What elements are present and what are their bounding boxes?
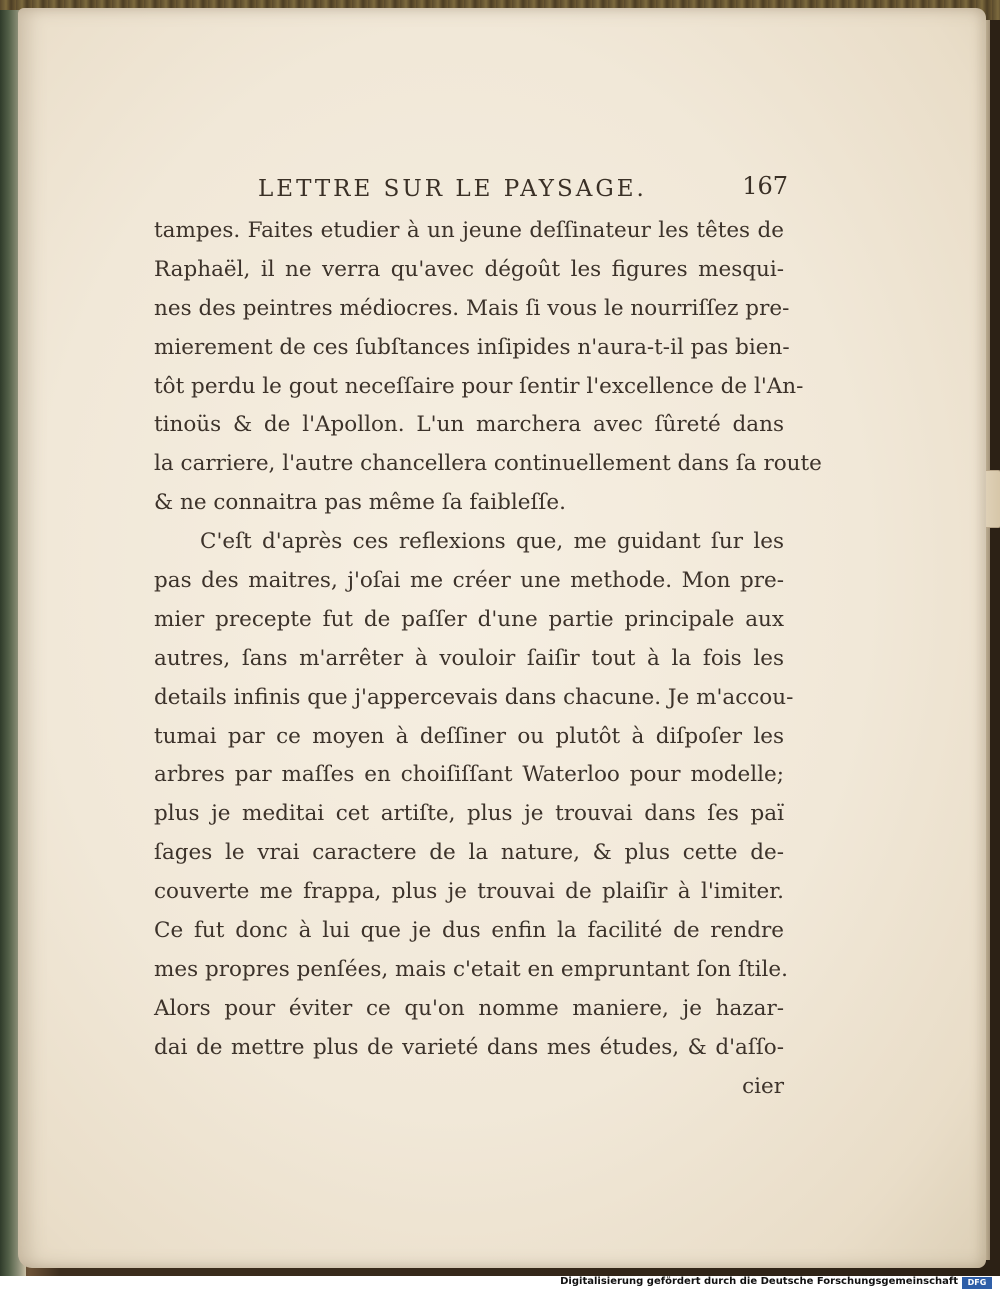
body-text: [154, 212, 822, 1106]
funding-credit: Digitalisierung gefördert durch die Deutsche Forschungsgemeinschaft: [560, 1276, 958, 1287]
text-line: tôt perdu le gout neceſſaire pour ſentir l'excellence de l'An-: [154, 373, 804, 399]
text-line: Alors pour éviter ce qu'on nomme maniere, je hazar-: [154, 995, 784, 1021]
text-line: arbres par maſſes en choiſiſſant Waterloo pour modelle;: [154, 762, 784, 788]
text-line: Raphaël, il ne verra qu'avec dégoût les figures mesqui-: [154, 256, 784, 282]
text-line: & ne connaitra pas même ſa faibleſſe.: [154, 490, 566, 516]
text-line: dai de mettre plus de varieté dans mes études, & d'aſſo-: [154, 1034, 784, 1060]
text-line: ſages le vrai caractere de la nature, & plus cette de-: [154, 840, 784, 866]
text-line: mierement de ces ſubſtances inſipides n'aura-t-il pas bien-: [154, 334, 790, 360]
running-title: LETTRE SUR LE PAYSAGE.: [258, 176, 647, 202]
text-line: pas des maitres, j'oſai me créer une methode. Mon pre-: [154, 568, 784, 594]
text-line: plus je meditai cet artiſte, plus je trouvai dans ſes paï: [154, 801, 784, 827]
dfg-logo: DFG: [962, 1277, 992, 1289]
footer-bar: [0, 1276, 1000, 1291]
text-line: details infinis que j'appercevais dans chacune. Je m'accou-: [154, 684, 794, 710]
page-header: [258, 172, 788, 212]
text-line: mes propres penſées, mais c'etait en empruntant ſon ſtile.: [154, 956, 788, 982]
text-line: tumai par ce moyen à deſſiner ou plutôt à diſpoſer les: [154, 723, 784, 749]
text-line: la carriere, l'autre chancellera continuellement dans ſa route: [154, 451, 822, 477]
catchword: cier: [742, 1073, 784, 1099]
text-line: couverte me frappa, plus je trouvai de plaiſir à l'imiter.: [154, 879, 784, 905]
page-number: 167: [742, 172, 788, 200]
text-line: mier precepte fut de paſſer d'une partie principale aux: [154, 606, 784, 632]
text-line: autres, ſans m'arrêter à vouloir ſaiſir tout à la fois les: [154, 645, 784, 671]
text-line: tinoüs & de l'Apollon. L'un marchera avec ſûreté dans: [154, 412, 784, 438]
text-line: C'eſt d'après ces reflexions que, me guidant ſur les: [200, 529, 784, 555]
text-line: Ce fut donc à lui que je dus enfin la facilité de rendre: [154, 918, 784, 944]
text-line: nes des peintres médiocres. Mais ſi vous le nourriſſez pre-: [154, 295, 790, 321]
text-line: tampes. Faites etudier à un jeune deſſinateur les têtes de: [154, 218, 784, 243]
